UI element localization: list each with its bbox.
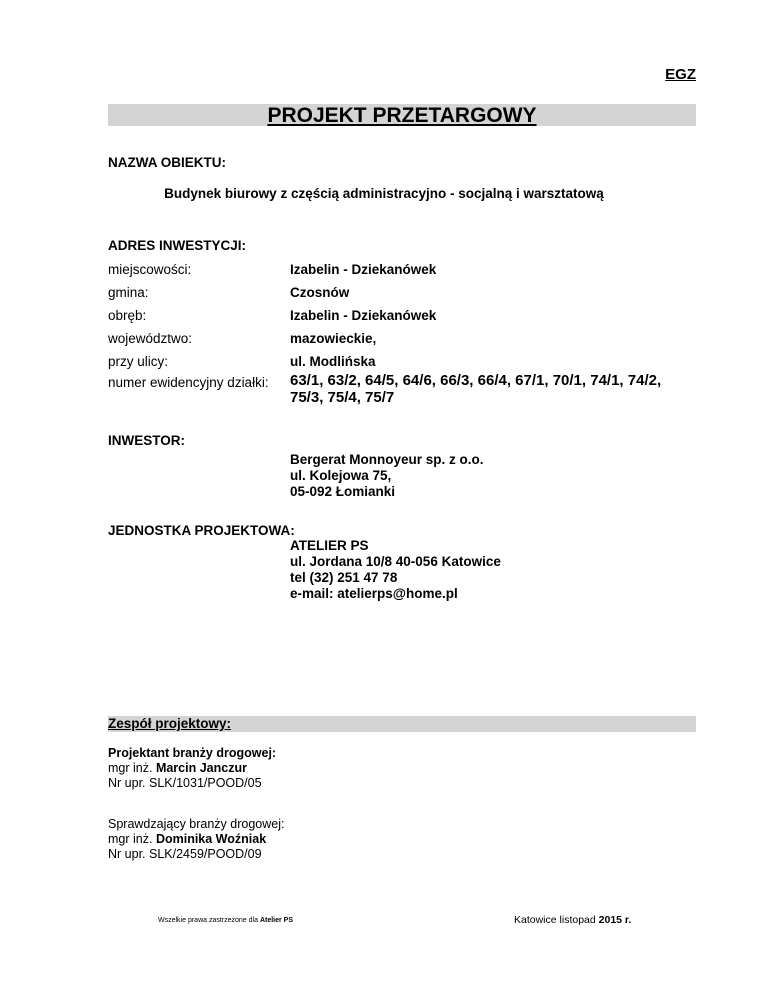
address-value-street: ul. Modlińska bbox=[290, 354, 376, 369]
checker-license: Nr upr. SLK/2459/POOD/09 bbox=[108, 847, 262, 861]
parcels-line-2: 75/3, 75/4, 75/7 bbox=[290, 389, 395, 406]
address-key-voivodeship: województwo: bbox=[108, 331, 193, 346]
investor-city: 05-092 Łomianki bbox=[290, 484, 396, 499]
team-header bbox=[108, 716, 696, 732]
designer-name: Marcin Janczur bbox=[155, 761, 247, 775]
designer-license: Nr upr. SLK/1031/POOD/05 bbox=[108, 776, 262, 790]
designer-title: mgr inż. bbox=[108, 761, 153, 775]
team-label: Zespół projektowy: bbox=[108, 716, 232, 731]
design-unit-name: ATELIER PS bbox=[290, 538, 369, 553]
designer-name-line bbox=[108, 761, 276, 776]
checker-role: Sprawdzający branży drogowej: bbox=[108, 817, 285, 831]
address-value-locality: Izabelin - Dziekanówek bbox=[290, 262, 437, 277]
address-value-parcels bbox=[290, 372, 696, 406]
object-label: NAZWA OBIEKTU: bbox=[108, 155, 226, 170]
design-unit-street: ul. Jordana 10/8 40-056 Katowice bbox=[290, 554, 501, 569]
address-key-precinct: obręb: bbox=[108, 308, 147, 323]
designer-block bbox=[108, 746, 276, 791]
checker-block bbox=[108, 817, 284, 862]
design-unit-block bbox=[290, 538, 501, 602]
page-title: PROJEKT PRZETARGOWY bbox=[108, 104, 696, 126]
object-name: Budynek biurowy z częścią administracyjno - socjalną i warsztatową bbox=[164, 186, 604, 201]
investor-street: ul. Kolejowa 75, bbox=[290, 468, 392, 483]
design-unit-label: JEDNOSTKA PROJEKTOWA: bbox=[108, 523, 295, 538]
checker-title: mgr inż. bbox=[108, 832, 153, 846]
footer-rights bbox=[158, 917, 293, 924]
footer-year: 2015 r. bbox=[598, 914, 632, 926]
address-key-commune: gmina: bbox=[108, 285, 149, 300]
designer-role: Projektant branży drogowej: bbox=[108, 746, 277, 760]
checker-name: Dominika Woźniak bbox=[155, 832, 267, 846]
address-key-parcel: numer ewidencyjny działki: bbox=[108, 375, 269, 390]
document-code: EGZ bbox=[665, 66, 696, 83]
address-value-precinct: Izabelin - Dziekanówek bbox=[290, 308, 437, 323]
address-value-commune: Czosnów bbox=[290, 285, 350, 300]
footer-place-date bbox=[514, 914, 631, 926]
address-key-street: przy ulicy: bbox=[108, 354, 169, 369]
footer-place: Katowice listopad bbox=[514, 914, 596, 926]
address-value-voivodeship: mazowieckie, bbox=[290, 331, 377, 346]
checker-name-line bbox=[108, 832, 284, 847]
address-label: ADRES INWESTYCJI: bbox=[108, 238, 247, 253]
design-unit-email: e-mail: atelierps@home.pl bbox=[290, 586, 458, 601]
footer-rights-text: Wszelkie prawa zastrzeżone dla bbox=[158, 917, 258, 924]
parcels-line-1: 63/1, 63/2, 64/5, 64/6, 66/3, 66/4, 67/1, 70/1, 74/1, 74/2, bbox=[290, 372, 662, 389]
design-unit-phone: tel (32) 251 47 78 bbox=[290, 570, 398, 585]
investor-label: INWESTOR: bbox=[108, 433, 185, 448]
footer-rights-owner: Atelier PS bbox=[259, 917, 294, 924]
investor-name: Bergerat Monnoyeur sp. z o.o. bbox=[290, 452, 484, 467]
investor-block bbox=[290, 452, 484, 500]
address-key-locality: miejscowości: bbox=[108, 262, 192, 277]
